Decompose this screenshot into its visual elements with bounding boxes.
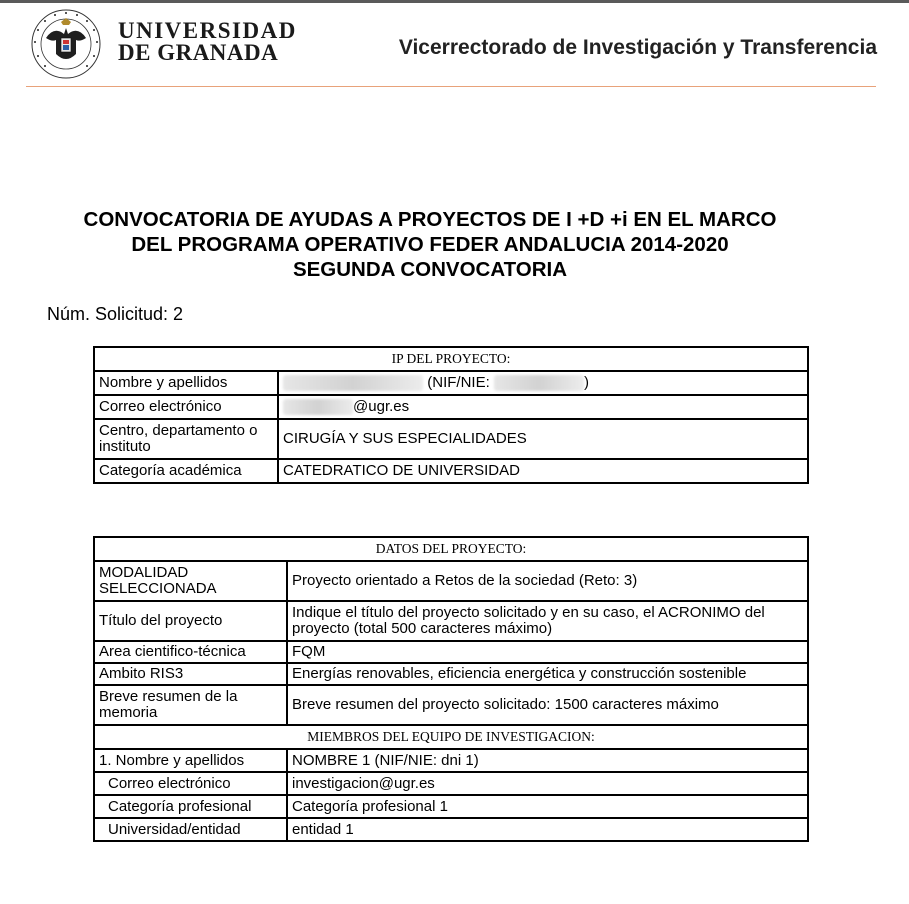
ip-category-value: CATEDRATICO DE UNIVERSIDAD: [278, 459, 808, 483]
project-table-header: DATOS DEL PROYECTO:: [94, 537, 808, 561]
modality-label: MODALIDAD SELECCIONADA: [94, 561, 287, 601]
project-title-label: Título del proyecto: [94, 601, 287, 641]
scientific-area-label: Area cientifico-técnica: [94, 641, 287, 663]
ip-name-label: Nombre y apellidos: [94, 371, 278, 395]
university-wordmark: [118, 20, 297, 64]
header-divider: [26, 86, 876, 87]
title-line2: DEL PROGRAMA OPERATIVO FEDER ANDALUCIA 2014-2020: [131, 233, 729, 256]
summary-value: Breve resumen del proyecto solicitado: 1500 caracteres máximo: [287, 685, 808, 725]
ip-email-label: Correo electrónico: [94, 395, 278, 419]
project-title-value: Indique el título del proyecto solicitado y en su caso, el ACRONIMO del proyecto (total 500 caracteres máximo): [287, 601, 808, 641]
ris3-label: Ambito RIS3: [94, 663, 287, 685]
ris3-value: Energías renovables, eficiencia energética y construcción sostenible: [287, 663, 808, 685]
redacted-email-user: [283, 399, 353, 415]
member-name-value: NOMBRE 1 (NIF/NIE: dni 1): [287, 749, 808, 772]
title-line1: CONVOCATORIA DE AYUDAS A PROYECTOS DE I +D +i EN EL MARCO: [83, 208, 777, 231]
member-email-value: investigacion@ugr.es: [287, 772, 808, 795]
member-name-label: 1. Nombre y apellidos: [94, 749, 287, 772]
ip-email-value: [278, 395, 808, 419]
summary-label: Breve resumen de la memoria: [94, 685, 287, 725]
top-border: [0, 0, 909, 3]
modality-value: Proyecto orientado a Retos de la sociedad (Reto: 3): [287, 561, 808, 601]
member-category-value: Categoría profesional 1: [287, 795, 808, 818]
ip-center-label: Centro, departamento o instituto: [94, 419, 278, 459]
scientific-area-value: FQM: [287, 641, 808, 663]
ip-center-value: CIRUGÍA Y SUS ESPECIALIDADES: [278, 419, 808, 459]
title-line3: SEGUNDA CONVOCATORIA: [292, 258, 568, 281]
ip-name-value: [278, 371, 808, 395]
university-seal-icon: [30, 8, 102, 80]
redacted-name: [283, 375, 423, 391]
department-title: Vicerrectorado de Investigación y Transferencia: [398, 36, 877, 59]
project-table: [93, 536, 809, 842]
redacted-nif: [494, 375, 584, 391]
member-entity-value: entidad 1: [287, 818, 808, 841]
document-title: [30, 207, 830, 282]
university-name-line2: DE GRANADA: [118, 40, 279, 65]
ip-nif-suffix: ): [583, 374, 589, 391]
ip-category-label: Categoría académica: [94, 459, 278, 483]
member-category-label: Categoría profesional: [94, 795, 287, 818]
request-number: Núm. Solicitud: 2: [47, 304, 184, 324]
member-email-label: Correo electrónico: [94, 772, 287, 795]
ip-email-domain: @ugr.es: [353, 398, 410, 415]
ip-table: [93, 346, 809, 484]
members-header: MIEMBROS DEL EQUIPO DE INVESTIGACION:: [94, 725, 808, 749]
member-entity-label: Universidad/entidad: [94, 818, 287, 841]
ip-table-header: IP DEL PROYECTO:: [94, 347, 808, 371]
ip-nif-prefix: (NIF/NIE:: [423, 374, 494, 391]
university-name-line1: UNIVERSIDAD: [118, 18, 297, 43]
